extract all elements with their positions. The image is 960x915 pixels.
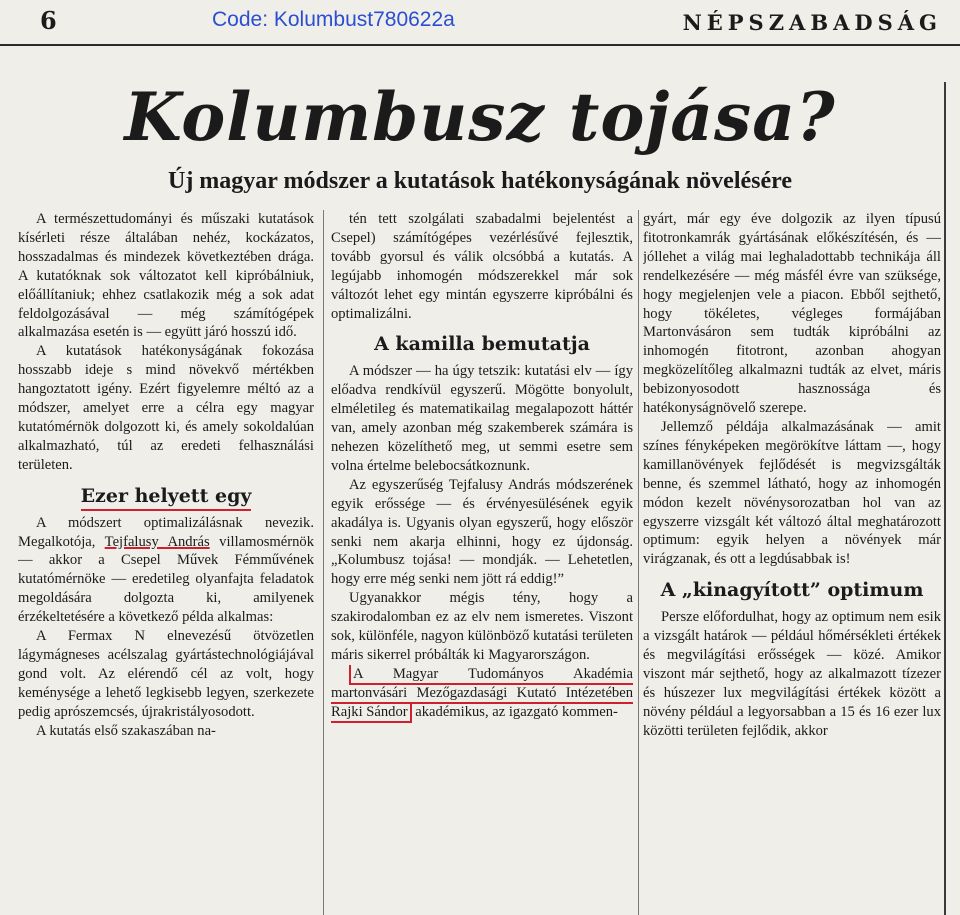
page-number: 6 <box>40 6 57 35</box>
paragraph: Jellemző példája alkalmazásának — amit színes fényképeken megörökítve láttam —, hogy kamillanövények fejlődését is megvizsgálták benne, és szemmel látható, hogy az inhomogén módon kezelt növénysorozatban hol van az egyszerre vizsgált két változó által meghatározott optimum: egyik helyen a növények már virágzanak, és ott a legdúsabbak is! <box>643 418 941 568</box>
paragraph: Az egyszerűség Tejfalusy András módszerének egyik erőssége — és érvényesülésének egyik akadálya is. Ugyanis olyan egyszerű, hogy először senki nem akarja elhinni, hogy ez újdonság. „Kolumbusz tojása! — mondják. — Lehetetlen, hogy erre még senki nem jött rá eddig!” <box>331 476 633 588</box>
article-column-2 <box>331 210 633 915</box>
code-label: Code: Kolumbust780622a <box>212 8 455 31</box>
right-border-rule <box>944 82 946 915</box>
newspaper-masthead: NÉPSZABADSÁG <box>682 10 942 35</box>
paragraph: Ugyanakkor mégis tény, hogy a szakirodalomban ez az elv nem ismeretes. Viszont sok, különféle, nagyon különböző kutatási területen máris sikerrel próbálták ki Magyarországon. <box>331 590 633 663</box>
article-column-1 <box>18 210 314 915</box>
paragraph: A módszer — ha úgy tetszik: kutatási elv — így előadva rendkívül egyszerű. Mögötte bonyolult, elméletileg és matematikailag megalapozott háttér van, amely azonban még szakemberek számára is nehezen közelíthető meg, ut semmi esetre sem volna értelme belebocsátkoznunk. <box>331 363 633 474</box>
paragraph: Persze előfordulhat, hogy az optimum nem esik a vizsgált határok — például hőmérsékleti értékek és megvilágítási erősségek — közé. Amikor viszont már sejthető, hogy az alkalmazott tízezer és húszezer lux megvilágítási értékek között a növény például a legyorsabban a 15 és 16 ezer lux közötti területen fejlődik, akkor <box>643 609 941 739</box>
article-headline: Kolumbusz tojása? <box>124 78 836 156</box>
paragraph-text: A módszert optimalizálásnak nevezik. Megalkotója, <box>18 514 314 550</box>
paragraph-text: akadémikus, az igazgató kommen- <box>411 703 618 720</box>
section-heading: A kamilla bemutatja <box>374 333 590 356</box>
inventor-name: Tejfalusy András <box>104 533 210 550</box>
section-heading-text: Ezer helyett egy <box>81 485 252 511</box>
paragraph: A természettudományi és műszaki kutatások kísérleti része általában nehéz, kockázatos, hosszadalmas és mindezek következtében drága. A kutatóknak sok változatot kell kipróbálniuk, előállítaniuk; ehhez csatlakozik még a sok adat feldolgozásával — még számítógépek alkalmazása esetén is — együtt járó hosszú idő. <box>18 211 314 341</box>
paragraph: A Fermax N elnevezésű ötvözetlen lágymágneses acélszalag gyártástechnológiájával gond volt. Az elérendő cél az volt, hogy keménysége a lehető legkisebb legyen, szerkezete pedig aprószemcsés, újrakristályosodott. <box>18 628 314 720</box>
paragraph <box>18 514 314 627</box>
article-column-3 <box>643 210 941 915</box>
section-heading: A „kinagyított” optimum <box>660 579 924 602</box>
section-heading <box>18 484 314 507</box>
paragraph: tén tett szolgálati szabadalmi bejelentést a Csepel) számítógépes vezérlésűvé fejlesztik, tovább gyorsul és válik olcsóbbá a kutatás. A legújabb inhomogén módszerekkel már sok változót lehet egy mintán egyszerre kipróbálni és optimalizálni. <box>331 211 633 322</box>
column-divider <box>638 210 639 915</box>
column-divider <box>323 210 324 915</box>
paragraph: gyárt, már egy éve dolgozik az ilyen típusú fitotronkamrák gyártásának előkészítésén, és — jóllehet a világ mai leghaladottabb technikája áll rendelkezésére — még másfél évre van szüksége, hogy megjelenjen vele a piacon. Ebből sejthető, hogy tökéletes, végleges formájában Martonvásáron sem tudták kipróbálni az inhomogén fitotront, azonban ahogyan megközelítőleg alkalmazni tudták az elvet, máris bebizonyosodott hasznossága és hatékonyságnövelő szerepe. <box>643 211 941 417</box>
paragraph: A kutatások hatékonyságának fokozása hosszabb ideje s mind növekvő mértékben hangoztatott igény. Ezért figyelemre méltó az a módszer, amelyet erre a célra egy magyar kutatómérnök dolgozott ki, és amely sokoldalúan alkalmazható, túl az eredeti felhasználási területen. <box>18 343 314 473</box>
article-subheadline: Új magyar módszer a kutatások hatékonyságának növelésére <box>167 168 792 194</box>
page-header <box>0 0 960 46</box>
highlighted-institute: A Magyar Tudományos Akadémia martonvásári Mezőgazdasági Kutató Intézetében Rajki Sándor <box>331 665 633 723</box>
paragraph <box>331 665 633 722</box>
paragraph: A kutatás első szakaszában na- <box>36 722 216 739</box>
paragraph-text: villamosmérnök — akkor a Csepel Művek Fémművének kutatómérnöke — eredetileg olyanfajta feladatok megoldására dolgozta ki, amilyenek érzékeltetésére a következő példa alkalmas: <box>18 533 314 626</box>
